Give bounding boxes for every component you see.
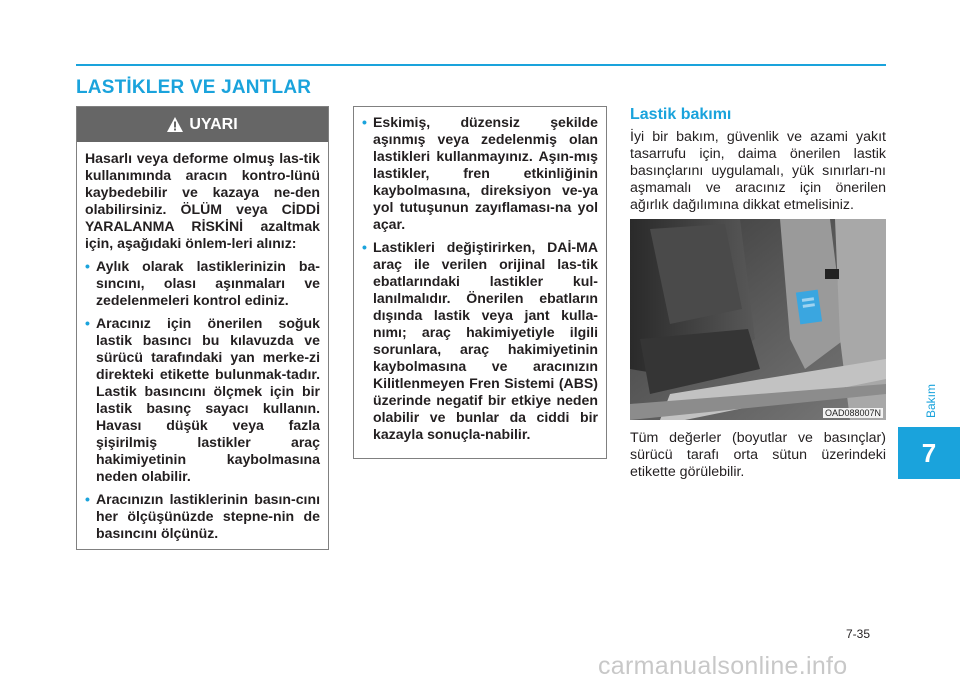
image-code: OAD088007N	[824, 408, 881, 418]
warning-header	[77, 107, 328, 142]
section-title: LASTİKLER VE JANTLAR	[76, 77, 312, 98]
page-number: 7-35	[846, 627, 871, 641]
warning-box	[76, 106, 329, 550]
continuation-bullet-list	[362, 114, 598, 443]
label-location-paragraph: Tüm değerler (boyutlar ve basınçlar) sürücü tarafı orta sütun üzerindeki etikette görülebilir.	[630, 430, 886, 480]
door-pillar-photo	[630, 219, 886, 420]
continuation-bullet: • Eskimiş, düzensiz şekilde aşınmış veya zedelenmiş olan lastikleri kullanmayınız. Aşın-mış lastikler, fren etkinliğinin kaybolmasına, direksiyon ve-ya yol tutuşunun zayıflaması-na yol açar.	[362, 114, 598, 232]
tire-care-paragraph: İyi bir bakım, güvenlik ve azami yakıt tasarrufu için, daima önerilen lastik basınçlarını uygulamalı, yük sınırları-nı aşmamalı ve aracınız için önerilen ağırlık dağılımına dikkat etmelisiniz.	[630, 129, 886, 213]
warning-bullet-list	[85, 258, 320, 542]
warning-body	[77, 142, 328, 542]
door-pillar-illustration	[630, 219, 886, 420]
bullet-dot-icon: •	[362, 239, 367, 255]
watermark: carmanualsonline.info	[598, 652, 848, 680]
warning-bullet: • Aracınızın lastiklerinin basın-cını her ölçüşünüzde stepne-nin de basıncını ölçünüz.	[85, 491, 320, 541]
continuation-bullet: • Lastikleri değiştirirken, DAİ-MA araç ile verilen orijinal las-tik ebatlarındaki lastikler kul-lanılmalıdır. Önerilen ebatların dışında lastik veya jant kulla-nımı; araç hakimiyetiyle ilgili sorunlara, araç hakimiyetinin kaybolmasına ve aracınızın Kilitlenmeyen Fren Sistemi (ABS) üzerinde negatif bir etkiye neden olabilir ve bunlar da ciddi bir kazayla sonuçla-nabilir.	[362, 239, 598, 442]
top-rule	[76, 64, 886, 66]
subsection-title: Lastik bakımı	[630, 106, 732, 123]
side-chapter-label: Bakım	[924, 384, 938, 419]
bullet-dot-icon: •	[85, 491, 90, 507]
warning-intro: Hasarlı veya deforme olmuş las-tik kullanımında aracın kontro-lünü kaybedebilir ve kazaya ne-den olabilirsiniz. ÖLÜM veya CİDDİ YARALANMA RİSKİNİ azaltmak için, aşağıdaki önlem-leri alınız:	[85, 150, 320, 251]
bullet-dot-icon: •	[85, 258, 90, 274]
warning-bullet: • Aracınız için önerilen soğuk lastik basıncı bu kılavuzda ve sürücü tarafındaki yan merke-zi direkteki etikette bulunmak-tadır. Lastik basıncını ölçmek için bir lastik basınç sayacı kullanın. Havası düşük veya fazla şişirilmiş lastikler araç hakimiyetinin kaybolmasına neden olabilir.	[85, 315, 320, 484]
warning-bullet: • Aylık olarak lastiklerinizin ba-sıncını, olası aşınmaları ve zedelenmeleri kontrol ediniz.	[85, 258, 320, 308]
warning-triangle-icon	[167, 117, 183, 132]
warning-continuation-box	[353, 106, 607, 459]
bullet-dot-icon: •	[85, 315, 90, 331]
bullet-dot-icon: •	[362, 114, 367, 130]
warning-header-label: UYARI	[189, 115, 238, 133]
chapter-tab: 7	[898, 427, 960, 479]
